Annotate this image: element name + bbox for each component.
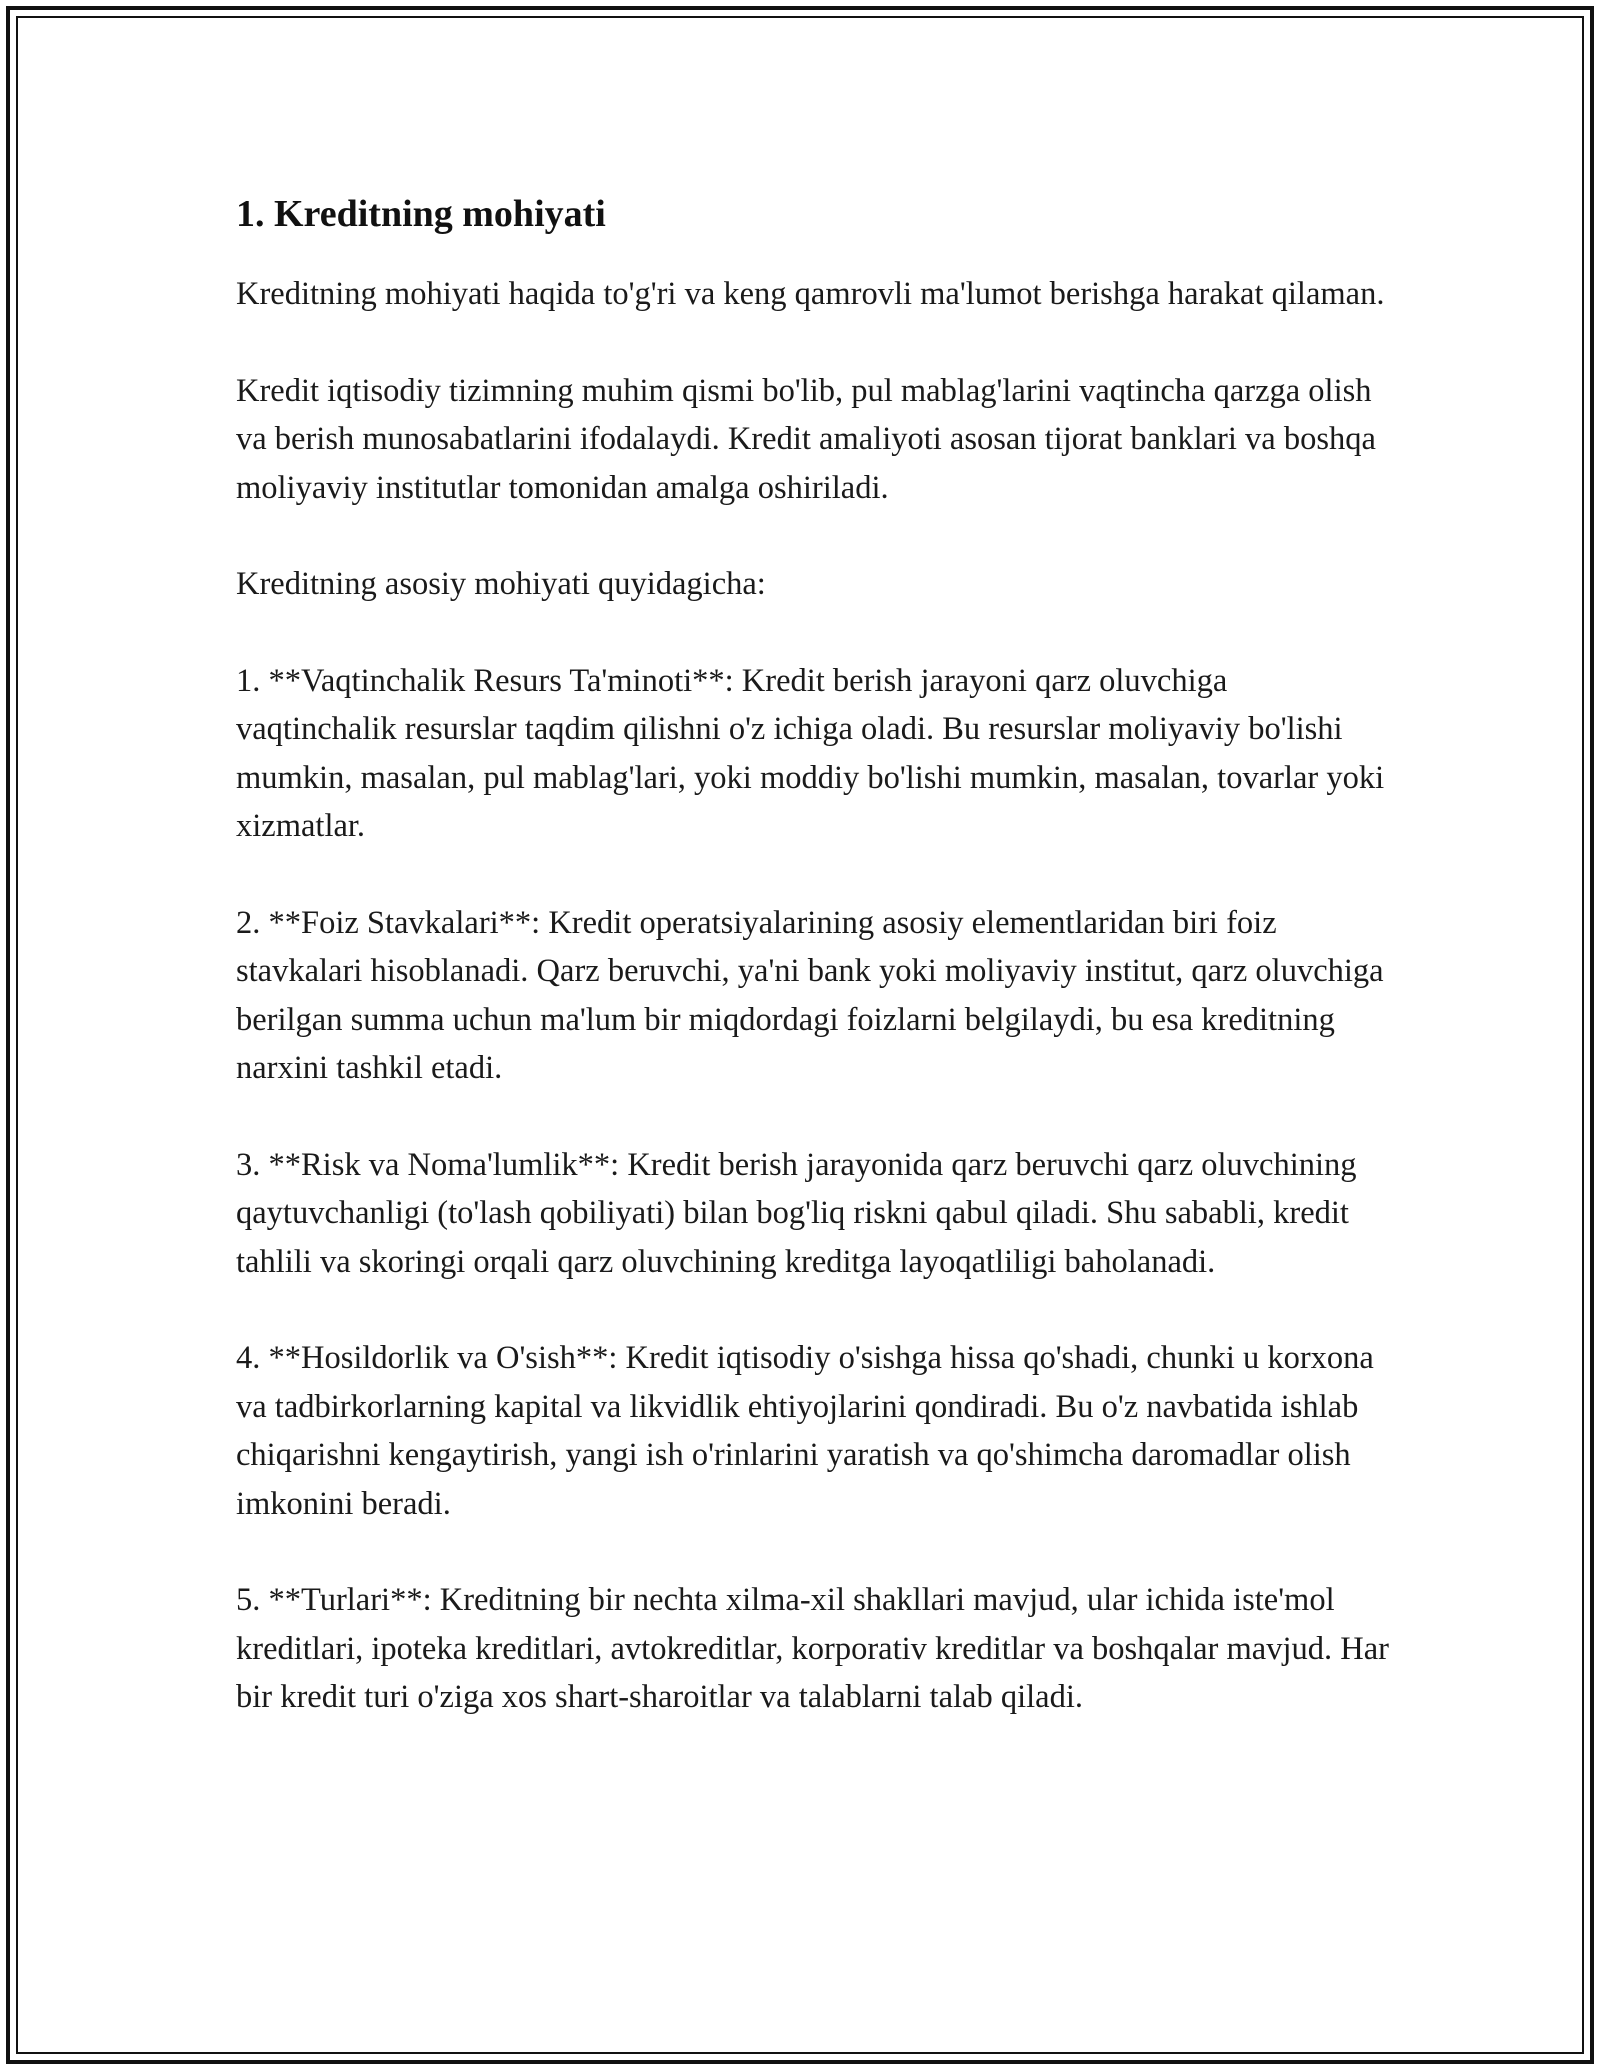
intro-paragraph: Kreditning mohiyati haqida to'g'ri va keng qamrovli ma'lumot berishga harakat qilaman. (236, 276, 1385, 312)
section-heading: 1. Kreditning mohiyati (236, 193, 606, 235)
list-item-interest-rates: 2. **Foiz Stavkalari**: Kredit operatsiyalarining asosiy elementlaridan biri foiz stavkalari hisoblanadi. Qarz beruvchi, ya'ni bank yoki moliyaviy institut, qarz oluvchiga berilgan summa uchun ma'lum bir miqdordagi foizlarni belgilaydi, bu esa kreditning narxini tashkil etadi. (236, 904, 1384, 1086)
list-item-types: 5. **Turlari**: Kreditning bir nechta xilma-xil shakllari mavjud, ular ichida iste'mol kreditlari, ipoteka kreditlari, avtokreditlar, korporativ kreditlar va boshqalar mavjud. Har bir kredit turi o'ziga xos shart-sharoitlar va talablarni talab qiladi. (236, 1582, 1389, 1715)
list-item-risk: 3. **Risk va Noma'lumlik**: Kredit berish jarayonida qarz beruvchi qarz oluvchining qaytuvchanligi (to'lash qobiliyati) bilan bog'liq riskni qabul qiladi. Shu sababli, kredit tahlili va skoringi orqali qarz oluvchining kreditga layoqatliligi baholanadi. (236, 1146, 1357, 1280)
list-item-growth: 4. **Hosildorlik va O'sish**: Kredit iqtisodiy o'sishga hissa qo'shadi, chunki u korxona va tadbirkorlarning kapital va likvidlik ehtiyojlarini qondiradi. Bu o'z navbatida ishlab chiqarishni kengaytirish, yangi ish o'rinlarini yaratish va qo'shimcha daromadlar olish imkonini beradi. (236, 1340, 1374, 1522)
document-body (236, 186, 1396, 1770)
definition-paragraph: Kredit iqtisodiy tizimning muhim qismi bo'lib, pul mablag'larini vaqtincha qarzga olish va berish munosabatlarini ifodalaydi. Kredit amaliyoti asosan tijorat banklari va boshqa moliyaviy institutlar tomonidan amalga oshiriladi. (236, 372, 1376, 506)
list-item-temporary-resources: 1. **Vaqtinchalik Resurs Ta'minoti**: Kredit berish jarayoni qarz oluvchiga vaqtinchalik resurslar taqdim qilishni o'z ichiga oladi. Bu resurslar moliyaviy bo'lishi mumkin, masalan, pul mablag'lari, yoki moddiy bo'lishi mumkin, masalan, tovarlar yoki xizmatlar. (236, 662, 1385, 844)
list-intro-paragraph: Kreditning asosiy mohiyati quyidagicha: (236, 566, 766, 602)
